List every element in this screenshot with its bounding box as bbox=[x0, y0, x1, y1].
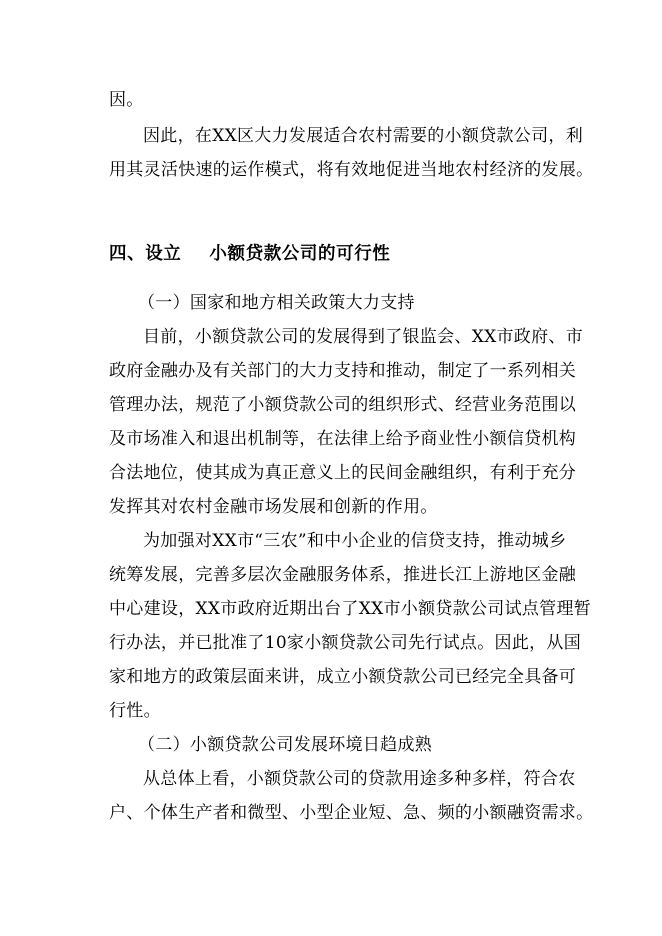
text-line-4: 目前，小额贷款公司的发展得到了银监会、XX市政府、市 bbox=[143, 327, 584, 347]
text-line-8: 合法地位，使其成为真正意义上的民间金融组织，有利于充分 bbox=[109, 463, 577, 483]
text-line-12: 中心建设，XX市政府近期出台了XX市小额贷款公司试点管理暂 bbox=[109, 599, 592, 619]
subheading-1: （一）国家和地方相关政策大力支持 bbox=[138, 293, 415, 313]
section-heading-number: 四、设立 bbox=[109, 244, 182, 264]
text-line-2: 因此，在XX区大力发展适合农村需要的小额贷款公司，利 bbox=[143, 126, 584, 146]
text-line-13: 行办法，并已批准了10家小额贷款公司先行试点。因此，从国 bbox=[109, 633, 582, 653]
text-line-14: 家和地方的政策层面来讲，成立小额贷款公司已经完全具备可 bbox=[109, 667, 577, 687]
text-line-15: 行性。 bbox=[109, 701, 161, 721]
text-line-3: 用其灵活快速的运作模式，将有效地促进当地农村经济的发展。 bbox=[109, 160, 594, 180]
text-line-6: 管理办法，规范了小额贷款公司的组织形式、经营业务范围以 bbox=[109, 395, 577, 415]
text-line-16: 从总体上看，小额贷款公司的贷款用途多种多样，符合农 bbox=[143, 769, 576, 789]
text-line-1: 因。 bbox=[109, 90, 144, 110]
subheading-2: （二）小额贷款公司发展环境日趋成熟 bbox=[138, 735, 433, 755]
text-line-7: 及市场准入和退出机制等，在法律上给予商业性小额信贷机构 bbox=[109, 429, 577, 449]
text-line-9: 发挥其对农村金融市场发展和创新的作用。 bbox=[109, 497, 438, 517]
text-line-17: 户、个体生产者和微型、小型企业短、急、频的小额融资需求。 bbox=[109, 803, 594, 823]
text-line-10: 为加强对XX市“三农”和中小企业的信贷支持，推动城乡 bbox=[143, 531, 567, 551]
text-line-11: 统筹发展，完善多层次金融服务体系，推进长江上游地区金融 bbox=[109, 565, 577, 585]
section-heading-title: 小额贷款公司的可行性 bbox=[209, 244, 391, 264]
text-line-5: 政府金融办及有关部门的大力支持和推动，制定了一系列相关 bbox=[109, 361, 577, 381]
section-heading bbox=[109, 244, 390, 264]
